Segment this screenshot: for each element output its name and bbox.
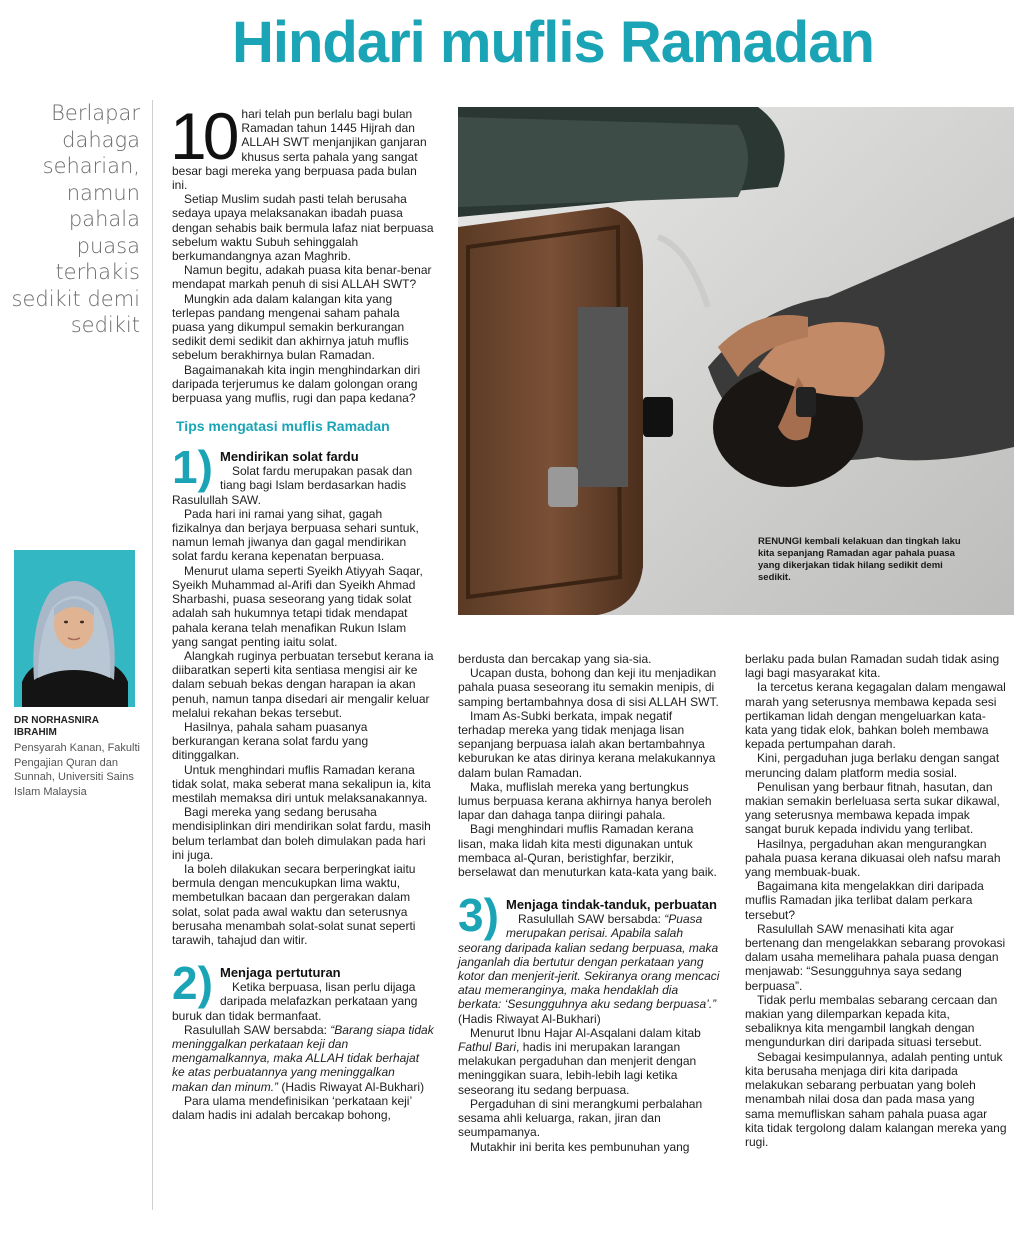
paragraph-text: , hadis ini merupakan larangan melakukan pergaduhan dan menjerit dengan meninggikan suara, lebih-lebih lagi ketika seseorang itu sedang berpuasa. <box>458 1040 697 1097</box>
section-paragraph: Para ulama mendefinisikan ‘perkataan keji’ dalam hadis ini adalah bercakap bohong, <box>172 1093 412 1122</box>
body-paragraph: Kini, pergaduhan juga berlaku dengan sangat meruncing dalam platform media sosial. <box>745 751 1000 780</box>
intro-paragraph: hari telah pun berlalu bagi bulan Ramadan tahun 1445 Hijrah dan ALLAH SWT menjanjikan ganjaran khusus serta pahala yang sangat besar bagi mereka yang berpuasa pada bulan ini. <box>172 107 427 193</box>
body-paragraph: Bagaimana kita mengelakkan diri daripada muflis Ramadan jika terlibat dalam perkara tersebut? <box>745 879 984 922</box>
quote-intro: Rasulullah SAW bersabda: <box>518 912 665 927</box>
section-2 <box>172 957 434 1122</box>
section-paragraph <box>458 1026 720 1097</box>
section-paragraph: Bagi mereka yang sedang berusaha mendisiplinkan diri mendirikan solat fardu, masih belum terlambat dan boleh dimulakan pada hari ini juga. <box>172 805 431 862</box>
section-paragraph: Mutakhir ini berita kes pembunuhan yang <box>470 1139 690 1154</box>
caption-text: kembali kelakuan dan tingkah laku kita sepanjang Ramadan agar pahala puasa yang dikerjakan tidak hilang sedikit demi sedikit. <box>758 536 961 583</box>
body-paragraph: Maka, muflislah mereka yang bertungkus lumus berpuasa kerana akhirnya hanya beroleh lapar dan dahaga tanpa diiringi pahala. <box>458 779 712 823</box>
section-number-3: 3) <box>458 889 499 942</box>
section-title-1: Mendirikan solat fardu <box>220 449 359 465</box>
section-paragraph: Ia boleh dilakukan secara berperingkat iaitu bermula dengan mencukupkan lima waktu, membetulkan bacaan dan pergerakan dalam solat, solat pada awal waktu dan seterusnya berusaha menambah solat-solat sunat seperti tarawih, tahajud dan witir. <box>172 861 416 947</box>
section-paragraph: Untuk menghindari muflis Ramadan kerana tidak solat, maka seberat mana sekalipun ia, kita mestilah memaksa diri untuk melaksanakannya. <box>172 762 431 805</box>
section-title-2: Menjaga pertuturan <box>220 965 341 981</box>
intro-paragraph: Namun begitu, adakah puasa kita benar-benar mendapat markah penuh di sisi ALLAH SWT? <box>172 263 432 292</box>
body-paragraph: Ia tercetus kerana kegagalan dalam mengawal marah yang seterusnya membawa kepada sesi pertikaman lidah dengan mengeluarkan kata-kata yang tidak elok, bahkan boleh membawa kepada pertumpahan darah. <box>745 680 1006 752</box>
section-paragraph: Ketika berpuasa, lisan perlu dijaga daripada melafazkan perkataan yang buruk dan tidak bermanfaat. <box>172 980 418 1023</box>
section-paragraph: Solat fardu merupakan pasak dan tiang bagi Islam berdasarkan hadis Rasulullah SAW. <box>172 464 413 507</box>
author-photo <box>14 550 135 707</box>
body-paragraph: berlaku pada bulan Ramadan sudah tidak asing lagi bagi masyarakat kita. <box>745 652 1000 681</box>
section-paragraph: Menurut ulama seperti Syeikh Atiyyah Saqar, Syeikh Muhammad al-Arifi dan Syeikh Ahmad Sharbashi, puasa seseorang yang tidak solat adalah sah hukumnya tetapi tidak mendapat pahala kerana telah menafikan Rukun Islam yang sangat penting iaitu solat. <box>172 563 423 649</box>
hadith-quote: “Barang siapa tidak meninggalkan perkataan keji dan mengamalkannya, maka ALLAH tidak berhajat ke atas perbuatannya yang meninggalkan makan dan minum.” <box>172 1022 434 1094</box>
body-paragraph: Hasilnya, pergaduhan akan mengurangkan pahala puasa kerana dikuasai oleh nafsu marah yang membuak-buak. <box>745 836 1001 880</box>
section-number-2: 2) <box>172 957 213 1010</box>
intro-paragraph: Mungkin ada dalam kalangan kita yang terlepas pandang mengenai saham pahala puasa yang dikumpul semakin berkurangan sedikit demi sedikit dan akhirnya jatuh muflis sebelum berakhirnya bulan Ramadan. <box>172 291 409 363</box>
body-paragraph: Sebagai kesimpulannya, adalah penting untuk kita berusaha menjaga diri kita daripada melakukan sebarang perbuatan yang boleh menambah nilai dosa dan pada masa yang sama memufliskan saham pahala puasa agar kita tidak tergolong dalam kalangan mereka yang rugi. <box>745 1049 1007 1149</box>
caption-lead: RENUNGI <box>758 536 802 547</box>
body-paragraph: Rasulullah SAW menasihati kita agar bertenang dan mengelakkan sebarang provokasi dalam usaha memelihara pahala puasa dengan menjawab: “Sesungguhnya saya sedang berpuasa”. <box>745 921 1006 993</box>
body-paragraph: Tidak perlu membalas sebarang cercaan dan makian yang dilemparkan kepada kita, sebaliknya kita mengambil langkah dengan mengundurkan diri daripada situasi tersebut. <box>745 992 998 1050</box>
body-paragraph: berdusta dan bercakap yang sia-sia. <box>458 652 652 666</box>
author-portrait-image <box>14 550 135 707</box>
section-title-3: Menjaga tindak-tanduk, perbuatan <box>506 897 717 913</box>
hadith-source: (Hadis Riwayat Al-Bukhari) <box>458 1011 601 1026</box>
section-number-1: 1) <box>172 441 213 494</box>
section-paragraph: Hasilnya, pahala saham puasanya berkurangan kerana solat fardu yang ditinggalkan. <box>172 719 369 763</box>
photo-caption <box>758 536 978 584</box>
body-paragraph: Imam As-Subki berkata, impak negatif terhadap mereka yang tidak menjaga lisan sepanjang berpuasa ialah akan bertambahnya keburukan ke atas dirinya kerana melakukannya dalam bulan Ramadan. <box>458 708 716 780</box>
intro-paragraph: Setiap Muslim sudah pasti telah berusaha sedaya upaya melaksanakan ibadah puasa dengan sehabis baik bermula lafaz niat berpuasa sebelum waktu Subuh sehinggalah berkumandangnya azan Maghrib. <box>172 192 434 264</box>
body-paragraph: Ucapan dusta, bohong dan keji itu menjadikan pahala puasa seseorang itu semakin menipis, di samping bertambahnya dosa di sisi ALLAH SWT. <box>458 666 719 709</box>
section-paragraph: Alangkah ruginya perbuatan tersebut kerana ia diibaratkan seperti kita sentiasa mengisi air ke dalam sebuah bekas dengan harapan ia akan penuh, namun tanpa disedari air mengalir keluar melalui rekahan bekas tersebut. <box>172 648 434 720</box>
standfirst: Berlapar dahaga seharian, namun pahala puasa terhakis sedikit demi sedikit <box>11 101 140 337</box>
paragraph-text: Menurut Ibnu Hajar Al-Asqalani dalam kitab <box>470 1025 701 1040</box>
article-column-1 <box>170 99 434 1122</box>
dropcap-number: 10 <box>170 99 236 173</box>
body-paragraph: Penulisan yang berbaur fitnah, hasutan, dan makian semakin berleluasa serta sukar dikawal, yang seterusnya membawa kepada impak sangat buruk kepada individu yang terlibat. <box>745 779 1000 837</box>
article-column-3 <box>745 652 1007 1149</box>
section-3 <box>458 889 720 1154</box>
hadith-quote: “Puasa merupakan perisai. Apabila salah seorang daripada kalian sedang berpuasa, maka janganlah dia bertutur dengan perkataan yang kotor dan menjerit-jerit. Sekiranya orang mencaci atau memeranginya, maka hendaklah dia berkata: ‘Sesungguhnya aku sedang berpuasa’.” <box>458 912 720 1012</box>
author-role: Pensyarah Kanan, Fakulti Pengajian Quran dan Sunnah, Universiti Sains Islam Malaysia <box>14 742 140 798</box>
section-paragraph <box>172 1023 434 1094</box>
author-name: DR NORHASNIRA IBRAHIM <box>14 715 99 738</box>
column-divider <box>152 100 153 1210</box>
intro-paragraph: Bagaimanakah kita ingin menghindarkan diri daripada terjerumus ke dalam golongan orang berpuasa yang muflis, rugi dan papa kedana? <box>172 362 421 406</box>
body-paragraph: Bagi menghindari muflis Ramadan kerana lisan, maka lidah kita mesti digunakan untuk membaca al-Quran, beristighfar, berzikir, berselawat dan menuturkan kata-kata yang baik. <box>458 822 717 880</box>
headline: Hindari muflis Ramadan <box>232 10 874 75</box>
tips-heading: Tips mengatasi muflis Ramadan <box>176 418 390 435</box>
hadith-source: (Hadis Riwayat Al-Bukhari) <box>278 1079 425 1094</box>
quote-intro: Rasulullah SAW bersabda: <box>184 1022 331 1037</box>
section-paragraph: Pada hari ini ramai yang sihat, gagah fizikalnya dan berjaya berpuasa sehari suntuk, namun lemah jiwanya dan gagal mendirikan solat fardu kerana kepenatan berpuasa. <box>172 506 419 564</box>
book-title: Fathul Bari <box>458 1040 517 1055</box>
section-paragraph: Pergaduhan di sini merangkumi perbalahan sesama ahli keluarga, rakan, jiran dan seumpamanya. <box>458 1096 703 1140</box>
section-1 <box>172 441 434 947</box>
article-column-2 <box>458 652 720 1154</box>
